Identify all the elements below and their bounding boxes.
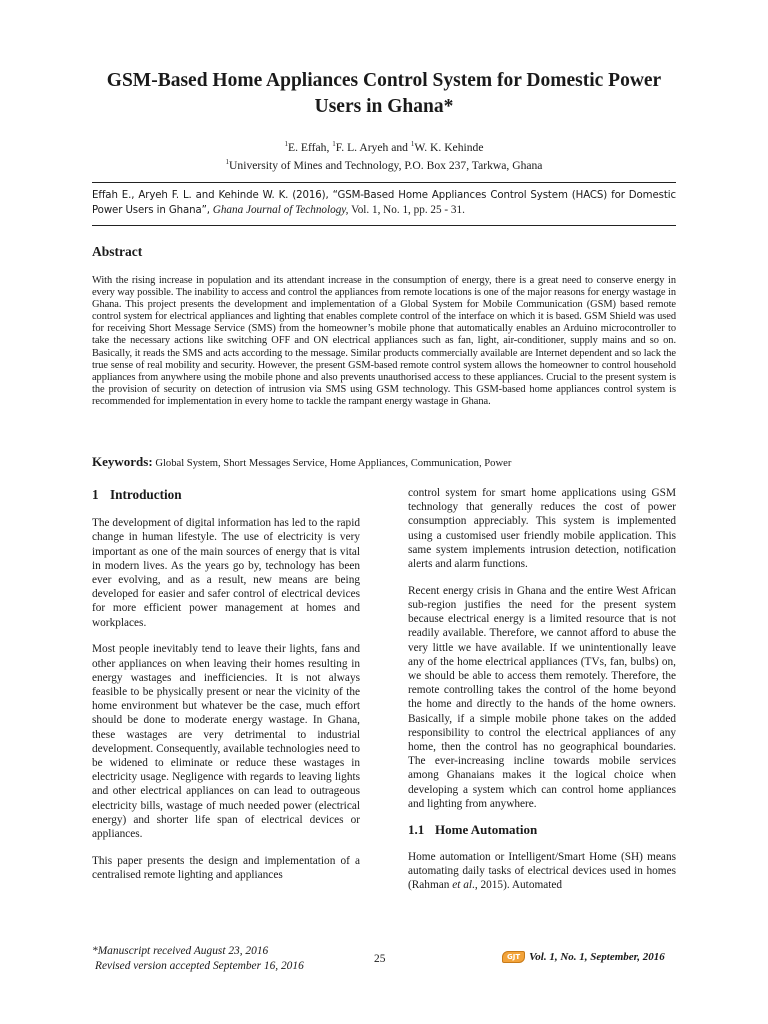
affiliation-mark: 1: [332, 140, 336, 148]
paragraph: Recent energy crisis in Ghana and the entire West African sub-region justifies the need for the present system because electrical energy is a limited resource that is not readily available. Therefore, we cannot afford to abuse the very little we have available. If we unintentionally leave any of the home electrical appliances (TVs, fan, bulbs) on, we should be able to access them remotely. Therefore, the remote controlling takes the control of the home beyond the home and directly to the hands of the home owners. Basically, if a simple mobile phone takes on the added responsibility to control the electrical appliances of any home, then the control has no geographical boundaries. The ever-increasing incline towards mobile services among Ghanaians makes it the logical choice when developing a system which can control home appliances and lighting from anywhere.: [408, 584, 676, 810]
keywords: [92, 455, 676, 471]
affiliation-mark: 1: [284, 140, 289, 148]
author-3: W. K. Kehinde: [414, 140, 484, 154]
abstract-heading: Abstract: [92, 244, 143, 259]
bottom-rule: [92, 225, 676, 226]
citation-block: [92, 188, 676, 218]
received-date: *Manuscript received August 23, 2016: [92, 945, 269, 957]
citation-volume: Vol. 1, No. 1, pp. 25 - 31.: [351, 204, 465, 216]
author-block: [92, 137, 676, 173]
left-column: [92, 486, 360, 895]
right-column: [408, 486, 676, 905]
abstract-body: With the rising increase in population and its attendant increase in the consumption of energy, there is a great need to conserve energy in every way possible. The inability to access and control the appliances from remote locations is one of the major reasons for energy wastage in Ghana. This project presents the development and implementation of a Global System for Mobile Communication (GSM) based remote control system for electrical appliances and lighting that enables complete control of the interface on which it is based. GSM Shield was used for receiving Short Message Service (SMS) from the homeowner’s mobile phone that automatically enables an Arduino microcontroller to take the necessary actions like switching OFF and ON electrical appliances such as fan, light, air-conditioner, supply mains and so on. Basically, it reads the SMS and acts according to the message. Similar products commercially available are Internet dependent and so lack the true sense of real mobility and security. However, the present GSM-based remote control system allows the homeowner to control household appliances from anywhere using the mobile phone and also prevents unauthorised access to these appliances. Crucial to the present system is the provision of security on detection of intrusion via SMS using GSM technology. This GSM-based home appliances control system is recommended for implementation in every home to tackle the rampant energy wastage in Ghana.: [92, 275, 676, 407]
paragraph: Most people inevitably tend to leave their lights, fans and other appliances on when leaving their homes resulting in energy wastages and inefficiencies. It is not always feasible to be physically present or near the vicinity of the home environment but whatever be the case, much effort should be done to moderate energy wastage. In Ghana, these wastages are very detrimental to industrial development. Consequently, available technologies need to be widened to eliminate or reduce these wastages in electricity usage. Negligence with regards to leaving lights and other electrical appliances on can lead to outrageous electricity bills, wastage of much needed power (electrical energy) and shorter life span of electrical devices or appliances.: [92, 643, 360, 840]
gjt-logo-icon: GJT: [502, 951, 525, 963]
author-1: E. Effah,: [288, 140, 330, 154]
paragraph: This paper presents the design and implementation of a centralised remote lighting and appliances: [92, 854, 360, 881]
affiliation: $^1$University of Mines and Technology, P.O. Box 237, Tarkwa, Ghana: [225, 157, 543, 172]
author-names: [92, 137, 676, 155]
paper-title: GSM-Based Home Appliances Control System for Domestic Power Users in Ghana*: [106, 70, 662, 117]
paragraph: Home automation or Intelligent/Smart Home (SH) means automating daily tasks of electrical devices used in homes (Rahman et al., 2015). Automated: [408, 850, 676, 892]
manuscript-dates: [92, 944, 304, 974]
citation-journal: Ghana Journal of Technology,: [212, 204, 349, 216]
keywords-text: Global System, Short Messages Service, Home Appliances, Communication, Power: [155, 458, 512, 469]
affiliation-mark: 1: [410, 140, 415, 148]
journal-volume: GJT Vol . 1, No. 1, September, 2016: [502, 951, 665, 963]
paragraph: The development of digital information has led to the rapid change in human lifestyle. The use of electricity is very important as one of the main sources of energy that is vital in modern lives. As the years go by, technology has been ever evolving, and as a result, new means are being developed for easier and safer control of electrical devices for more efficient power management at homes and workplaces.: [92, 517, 360, 629]
author-2: F. L. Aryeh and: [335, 140, 408, 154]
page-number: 25: [374, 953, 386, 965]
affiliation-mark: 1: [225, 157, 230, 166]
citation-text: Effah E., Aryeh F. L. and Kehinde W. K. (2016), “GSM-Based Home Appliances Control System (HACS) for Domestic Power Users in Ghana”,: [92, 190, 676, 216]
section-heading-introduction: 1 Introduction: [92, 487, 182, 502]
subsection-heading-home-automation: 1.1 Home Automation: [408, 822, 538, 838]
keywords-label: Keywords:: [92, 454, 153, 469]
paragraph: control system for smart home applications using GSM technology that generally reduces the cost of power consumption appreciably. This system is implemented using a customised user friendly mobile application. This same system implements intrusion detection, notification alerts and alarm functions.: [408, 487, 676, 571]
revised-date: Revised version accepted September 16, 2016: [95, 960, 304, 972]
top-rule: [92, 182, 676, 183]
